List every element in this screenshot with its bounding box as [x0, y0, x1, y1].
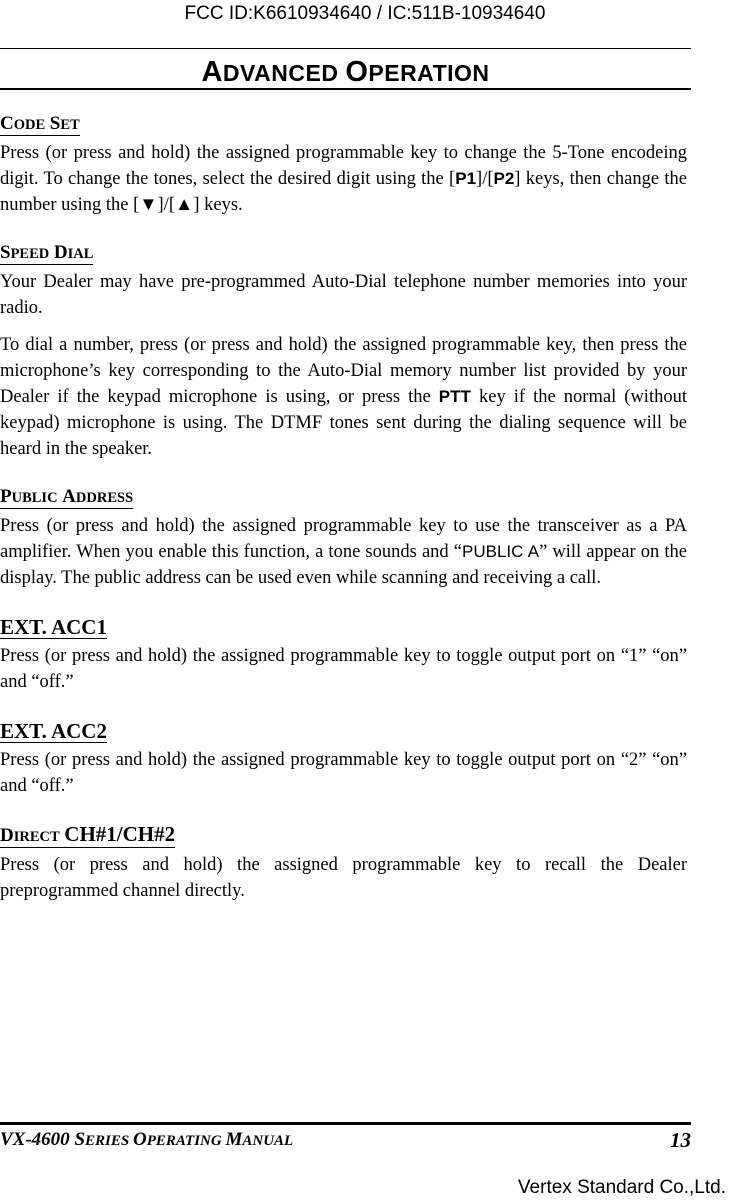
footer-rule [0, 1122, 691, 1125]
section-heading: SPEED DIAL [0, 242, 94, 263]
paragraph: To dial a number, press (or press and hold) the assigned programmable key, then press the microphone’s key corresponding to the Auto-Dial memory number list provided by your Dealer if the keypad microphone is using, or press the PTT key if the normal (without keypad) microphone is using. The DTMF tones sent during the dialing sequence will be heard in the speaker. [0, 335, 687, 459]
section-public-address [0, 473, 687, 591]
paragraph: Press (or press and hold) the assigned programmable key to toggle output port on “1” “on” and “off.” [0, 646, 687, 692]
paragraph: Your Dealer may have pre-programmed Auto-Dial telephone number memories into your radio. [0, 272, 687, 318]
paragraph: Press (or press and hold) the assigned programmable key to recall the Dealer preprogrammed channel directly. [0, 855, 687, 901]
key-p1: P1 [455, 169, 477, 188]
section-ext-acc2 [0, 706, 687, 799]
key-p2: P2 [493, 169, 515, 188]
section-speed-dial [0, 229, 687, 462]
page-number: 13 [670, 1128, 691, 1152]
main-content [0, 100, 687, 915]
section-code-set [0, 100, 687, 218]
paragraph: Press (or press and hold) the assigned programmable key to toggle output port on “2” “on” and “off.” [0, 750, 687, 796]
paragraph: Press (or press and hold) the assigned programmable key to change the 5-Tone encodeing digit. To change the tones, select the desired digit using the [P1]/[P2] keys, then change the number using the [▼]/[▲] keys. [0, 143, 687, 215]
section-heading: PUBLIC ADDRESS [0, 486, 134, 507]
lcd-text: PUBLIC A [462, 542, 540, 561]
section-heading: DIRECT CH#1/CH#2 [0, 822, 176, 846]
paragraph: Press (or press and hold) the assigned programmable key to use the transceiver as a PA amplifier. When you enable this function, a tone sounds and “PUBLIC A” will appear on the display. The public address can be used even while scanning and receiving a call. [0, 516, 687, 588]
vendor-name: Vertex Standard Co.,Ltd. [517, 1177, 726, 1198]
fcc-id-watermark: FCC ID:K6610934640 / IC:511B-10934640 [184, 3, 546, 24]
section-heading: EXT. ACC1 [0, 615, 107, 639]
page-title: ADVANCED OPERATION [201, 56, 490, 88]
section-heading: EXT. ACC2 [0, 719, 107, 743]
top-rule-thin [0, 48, 691, 49]
section-heading: CODE SET [0, 113, 80, 134]
section-ext-acc1 [0, 602, 687, 695]
key-ptt: PTT [438, 387, 471, 406]
section-direct-ch [0, 810, 687, 904]
title-rule [0, 88, 691, 90]
page-footer [0, 1129, 691, 1153]
manual-title: VX-4600 SERIES OPERATING MANUAL [0, 1129, 294, 1150]
